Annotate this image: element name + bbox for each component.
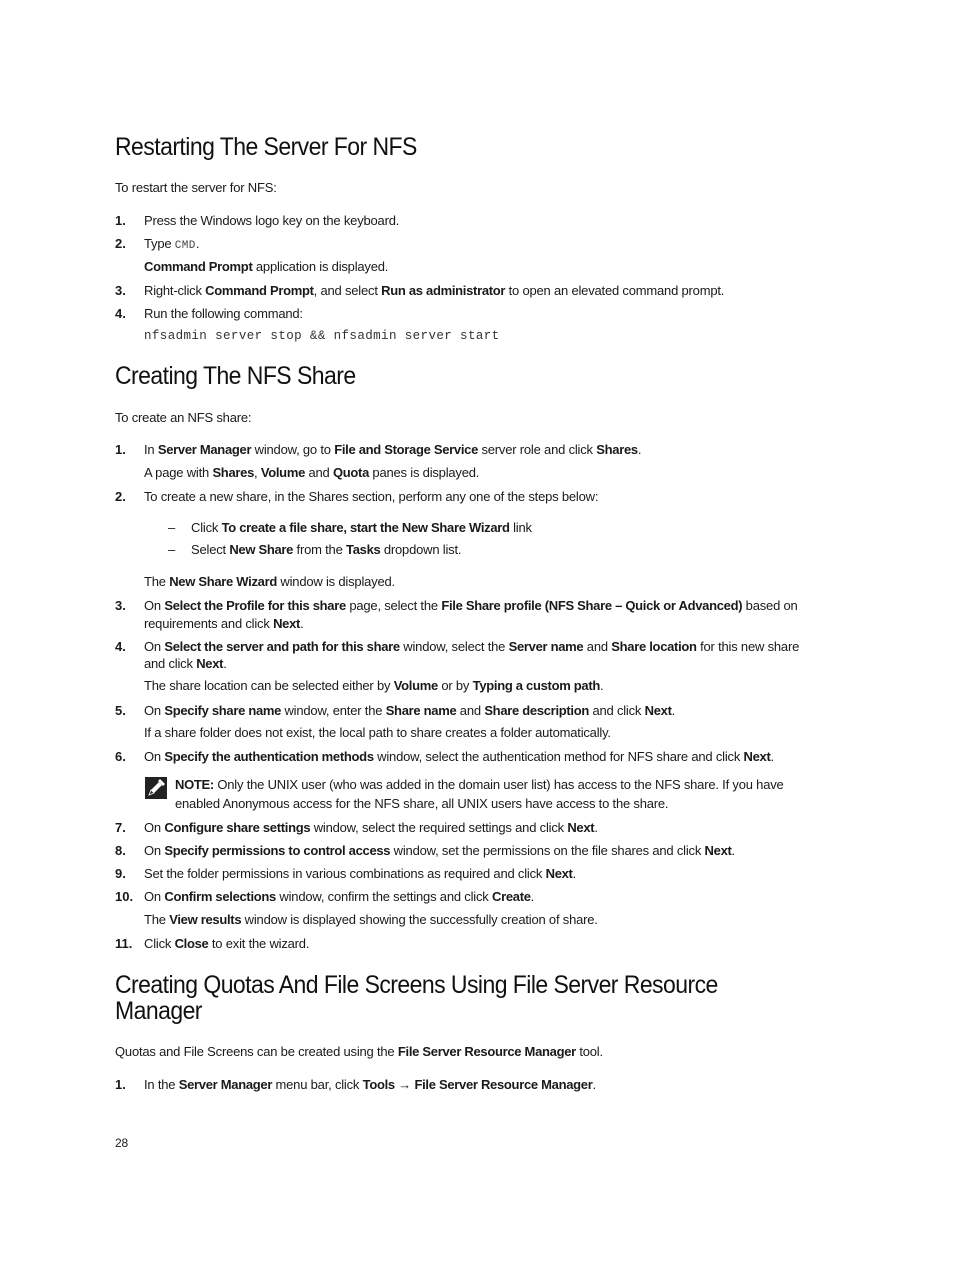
step-number: 10. (115, 889, 134, 904)
section2-step10-result: The View results window is displayed showing the successfully creation of share. (144, 912, 598, 927)
section2-step1: In Server Manager window, go to File and Storage Service server role and click Shares. (144, 442, 642, 457)
heading-restarting-server: Restarting The Server For NFS (115, 133, 417, 161)
section1-step2-result: Command Prompt application is displayed. (144, 259, 389, 274)
section2-step10: On Confirm selections window, confirm the settings and click Create. (144, 889, 535, 904)
step-number: 5. (115, 703, 126, 718)
section2-step2-result: The New Share Wizard window is displayed. (144, 574, 395, 589)
command-line: nfsadmin server stop && nfsadmin server start (144, 329, 500, 343)
step-number: 9. (115, 866, 126, 881)
section2-step3: On Select the Profile for this share page, select the File Share profile (NFS Share – Quick or Advanced) based on (144, 598, 798, 613)
inline-code: CMD (174, 240, 196, 252)
step-number: 8. (115, 843, 126, 858)
step-number: 1. (115, 442, 126, 457)
section2-step6: On Specify the authentication methods window, select the authentication method for NFS share and click Next. (144, 749, 774, 764)
dash-bullet: – (168, 542, 176, 557)
section2-step3-cont: requirements and click Next. (144, 616, 304, 631)
step-number: 3. (115, 598, 126, 613)
section2-step8: On Specify permissions to control access window, set the permissions on the file shares and click Next. (144, 843, 735, 858)
step-number: 4. (115, 639, 126, 654)
section2-step4: On Select the server and path for this share window, select the Server name and Share location for this new share (144, 639, 800, 654)
step-number: 2. (115, 236, 126, 251)
step-number: 4. (115, 306, 126, 321)
section2-step7: On Configure share settings window, select the required settings and click Next. (144, 820, 598, 835)
section1-step1: Press the Windows logo key on the keyboard. (144, 213, 400, 228)
step-number: 3. (115, 283, 126, 298)
step-number: 7. (115, 820, 126, 835)
section2-intro: To create an NFS share: (115, 410, 252, 425)
step-number: 1. (115, 213, 126, 228)
section2-step1-result: A page with Shares, Volume and Quota panes is displayed. (144, 465, 480, 480)
step-number: 2. (115, 489, 126, 504)
page-number: 28 (115, 1136, 128, 1150)
dash-bullet: – (168, 520, 176, 535)
heading-creating-quotas: Creating Quotas And File Screens Using File Server Resource (115, 971, 718, 999)
section1-step4: Run the following command: (144, 306, 303, 321)
heading-creating-nfs-share: Creating The NFS Share (115, 362, 356, 390)
section2-substep-a: Click To create a file share, start the New Share Wizard link (191, 520, 532, 535)
heading-creating-quotas-cont: Manager (115, 997, 202, 1025)
section2-step2: To create a new share, in the Shares section, perform any one of the steps below: (144, 489, 599, 504)
section2-step5-result: If a share folder does not exist, the local path to share creates a folder automatically. (144, 725, 611, 740)
section1-intro: To restart the server for NFS: (115, 180, 277, 195)
step-number: 6. (115, 749, 126, 764)
section1-step2: Type CMD. (144, 236, 200, 252)
section2-step5: On Specify share name window, enter the Share name and Share description and click Next. (144, 703, 676, 718)
section1-step3: Right-click Command Prompt, and select Run as administrator to open an elevated command prompt. (144, 283, 725, 298)
section3-step1: In the Server Manager menu bar, click Tools → File Server Resource Manager. (144, 1077, 596, 1092)
section2-step4-result: The share location can be selected either by Volume or by Typing a custom path. (144, 678, 604, 693)
note-pencil-icon (145, 777, 167, 799)
section2-step11: Click Close to exit the wizard. (144, 936, 310, 951)
step-number: 1. (115, 1077, 126, 1092)
step-number: 11. (115, 936, 133, 951)
note-line2: enabled Anonymous access for the NFS share, all UNIX users have access to the share. (175, 796, 669, 811)
section2-step9: Set the folder permissions in various combinations as required and click Next. (144, 866, 577, 881)
note-line1: NOTE: Only the UNIX user (who was added in the domain user list) has access to the NFS share. If you have (175, 777, 784, 792)
section2-step4-cont: and click Next. (144, 656, 227, 671)
section3-intro: Quotas and File Screens can be created using the File Server Resource Manager tool. (115, 1044, 603, 1059)
section2-substep-b: Select New Share from the Tasks dropdown list. (191, 542, 462, 557)
